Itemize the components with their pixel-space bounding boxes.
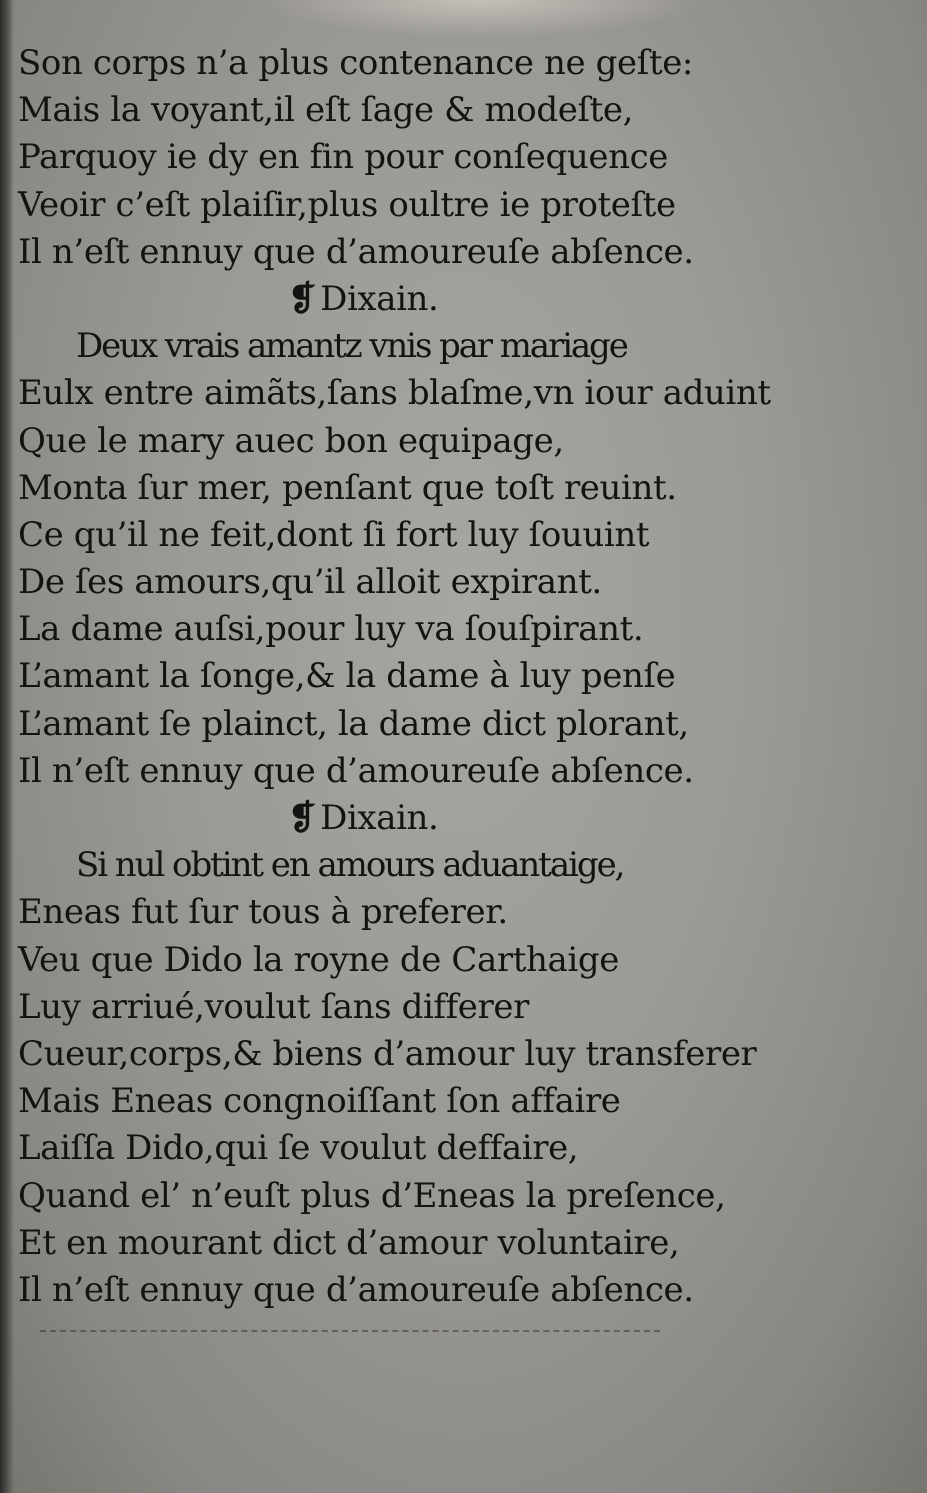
verse-line: Quand el’ n’euſt plus d’Eneas la preſence, [18, 1175, 726, 1216]
verse-line: La dame auſsi,pour luy va ſouſpirant. [18, 609, 644, 650]
verse-line: L’amant ſe plainct, la dame dict plorant, [18, 703, 689, 744]
verse-line: Eulx entre aimãts,ſans blaſme,vn iour aduint [18, 373, 771, 414]
verse-line: L’amant la ſonge,& la dame à luy penſe [18, 656, 676, 697]
verse-line: Luy arriué,voulut ſans differer [18, 986, 529, 1027]
verse-line: Eneas fut ſur tous à preferer. [18, 892, 508, 933]
pilcrow-icon: ❡ [288, 798, 317, 838]
verse-line: Si nul obtint en amours aduantaige, [76, 845, 624, 886]
dixain-title: Dixain. [320, 798, 439, 838]
verse-line: Mais Eneas congnoiſſant ſon affaire [18, 1081, 621, 1122]
verse-line: Deux vrais amantz vnis par mariage [76, 326, 627, 367]
dixain-heading [18, 795, 818, 842]
verse-line: Veu que Dido la royne de Carthaige [18, 939, 619, 980]
verse-line: Et en mourant dict d’amour voluntaire, [18, 1222, 680, 1263]
verse-line: De ſes amours,qu’il alloit expirant. [18, 562, 602, 603]
pilcrow-icon: ❡ [288, 278, 317, 319]
verse-line: Ce qu’il ne feit,dont ſi fort luy ſouuint [18, 514, 650, 555]
verse-line: Que le mary auec bon equipage, [18, 420, 564, 461]
dixain-title: Dixain. [320, 278, 439, 319]
dixain-heading [18, 276, 818, 323]
page-top-highlight [260, 0, 700, 38]
verse-line: Il n’eſt ennuy que d’amoureuſe abſence. [18, 750, 694, 791]
verse-line: Veoir c’eſt plaiſir,plus oultre ie proteſte [18, 184, 676, 225]
verse-line: Mais la voyant,il eſt ſage & modeſte, [18, 90, 634, 131]
verse-line: Il n’eſt ennuy que d’amoureuſe abſence. [18, 1269, 694, 1310]
page-text [18, 40, 818, 1314]
verse-line: Il n’eſt ennuy que d’amoureuſe abſence. [18, 231, 694, 272]
verse-line: Cueur,corps,& biens d’amour luy transferer [18, 1033, 757, 1074]
verse-line: Son corps n’a plus contenance ne geſte: [18, 43, 693, 83]
verse-line: Parquoy ie dy en fin pour conſequence [18, 137, 668, 178]
bottom-printing-rule [40, 1330, 660, 1334]
verse-line: Monta ſur mer, penſant que toſt reuint. [18, 467, 677, 508]
book-spine-shadow [0, 0, 14, 1493]
verse-line: Laiſſa Dido,qui ſe voulut deffaire, [18, 1128, 579, 1169]
